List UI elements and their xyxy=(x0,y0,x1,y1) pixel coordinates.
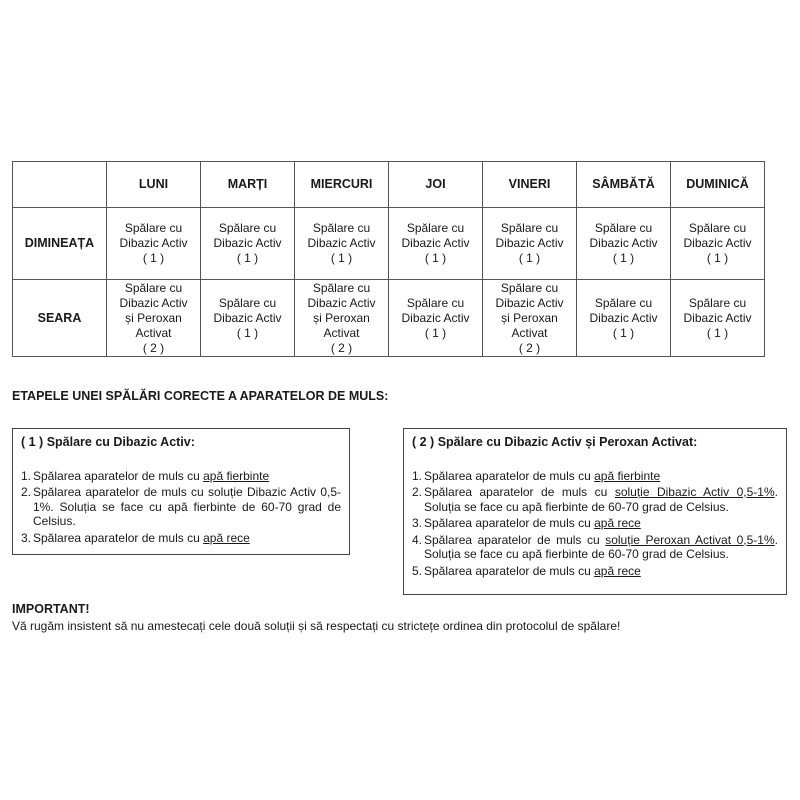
schedule-cell: Spălare cu Dibazic Activ ( 1 ) xyxy=(389,280,483,357)
schedule-cell: Spălare cu Dibazic Activ ( 1 ) xyxy=(577,280,671,357)
step-number: 5. xyxy=(412,563,423,578)
step-number: 3. xyxy=(21,530,32,545)
day-header: MARȚI xyxy=(201,162,295,208)
procedure-step xyxy=(412,516,778,531)
important-text: Vă rugăm insistent să nu amestecați cele două soluții și să respectați cu strictețe ordinea din protocolul de spălare! xyxy=(12,619,621,633)
step-number: 1. xyxy=(21,468,32,483)
procedure-step xyxy=(21,485,341,529)
procedure-2-title: ( 2 ) Spălare cu Dibazic Activ și Peroxan Activat: xyxy=(412,435,698,449)
step-emphasis: soluție Peroxan Activat 0,5-1% xyxy=(605,532,775,547)
step-text: Spălarea aparatelor de muls cu xyxy=(33,530,204,545)
schedule-header-row xyxy=(13,162,765,208)
schedule-cell: Spălare cu Dibazic Activ și Peroxan Activat ( 2 ) xyxy=(483,280,577,357)
step-number: 4. xyxy=(412,532,423,547)
procedure-step xyxy=(21,531,341,546)
important-title: IMPORTANT! xyxy=(12,602,90,616)
procedure-step xyxy=(21,469,341,484)
washing-schedule-table xyxy=(12,161,765,357)
procedure-step xyxy=(412,564,778,579)
schedule-cell: Spălare cu Dibazic Activ ( 1 ) xyxy=(107,208,201,280)
procedure-1-steps xyxy=(21,469,341,546)
schedule-cell: Spălare cu Dibazic Activ ( 1 ) xyxy=(671,280,765,357)
day-header: DUMINICĂ xyxy=(671,162,765,208)
step-emphasis: apă fierbinte xyxy=(594,468,661,483)
step-text: Spălarea aparatelor de muls cu xyxy=(424,563,595,578)
procedure-1-title: ( 1 ) Spălare cu Dibazic Activ: xyxy=(21,435,195,449)
step-text-end: . Soluția se face cu apă fierbinte de 60-70 grad de Celsius. xyxy=(424,532,778,561)
schedule-cell: Spălare cu Dibazic Activ ( 1 ) xyxy=(201,280,295,357)
schedule-corner-cell xyxy=(13,162,107,208)
step-text: Spălarea aparatelor de muls cu xyxy=(424,516,595,530)
step-emphasis: apă fierbinte xyxy=(203,468,270,483)
step-emphasis: apă rece xyxy=(594,516,641,530)
step-text: Spălarea aparatelor de muls cu xyxy=(424,532,606,547)
schedule-cell: Spălare cu Dibazic Activ și Peroxan Activat ( 2 ) xyxy=(295,280,389,357)
day-header: JOI xyxy=(389,162,483,208)
procedure-box-2 xyxy=(403,428,787,595)
step-emphasis: apă rece xyxy=(594,563,641,578)
day-header: SÂMBĂTĂ xyxy=(577,162,671,208)
day-header: LUNI xyxy=(107,162,201,208)
step-number: 2. xyxy=(412,485,423,499)
step-text: Spălarea aparatelor de muls cu soluție Dibazic Activ 0,5-1%. Soluția se face cu apă fierbinte de 60-70 grad de Celsius. xyxy=(33,485,341,528)
schedule-row-morning xyxy=(13,208,765,280)
procedure-2-steps xyxy=(412,469,778,579)
step-text-end: . Soluția se face cu apă fierbinte de 60-70 grad de Celsius. xyxy=(424,485,778,514)
schedule-cell: Spălare cu Dibazic Activ și Peroxan Activat ( 2 ) xyxy=(107,280,201,357)
procedure-step xyxy=(412,533,778,562)
schedule-row-evening xyxy=(13,280,765,357)
schedule-cell: Spălare cu Dibazic Activ ( 1 ) xyxy=(201,208,295,280)
schedule-cell: Spălare cu Dibazic Activ ( 1 ) xyxy=(295,208,389,280)
step-number: 1. xyxy=(412,468,423,483)
step-emphasis: apă rece xyxy=(203,530,250,545)
step-text: Spălarea aparatelor de muls cu xyxy=(33,468,204,483)
day-header: MIERCURI xyxy=(295,162,389,208)
section-title: ETAPELE UNEI SPĂLĂRI CORECTE A APARATELOR DE MULS: xyxy=(12,389,389,403)
step-emphasis: soluție Dibazic Activ 0,5-1% xyxy=(614,485,775,499)
step-number: 3. xyxy=(412,516,423,530)
row-label-morning: DIMINEAȚA xyxy=(13,208,107,280)
procedure-step xyxy=(412,485,778,514)
step-text: Spălarea aparatelor de muls cu xyxy=(424,485,615,499)
day-header: VINERI xyxy=(483,162,577,208)
row-label-evening: SEARA xyxy=(13,280,107,357)
schedule-cell: Spălare cu Dibazic Activ ( 1 ) xyxy=(389,208,483,280)
schedule-cell: Spălare cu Dibazic Activ ( 1 ) xyxy=(577,208,671,280)
schedule-cell: Spălare cu Dibazic Activ ( 1 ) xyxy=(671,208,765,280)
step-number: 2. xyxy=(21,485,32,499)
schedule-cell: Spălare cu Dibazic Activ ( 1 ) xyxy=(483,208,577,280)
procedure-box-1 xyxy=(12,428,350,555)
step-text: Spălarea aparatelor de muls cu xyxy=(424,468,595,483)
procedure-step xyxy=(412,469,778,484)
